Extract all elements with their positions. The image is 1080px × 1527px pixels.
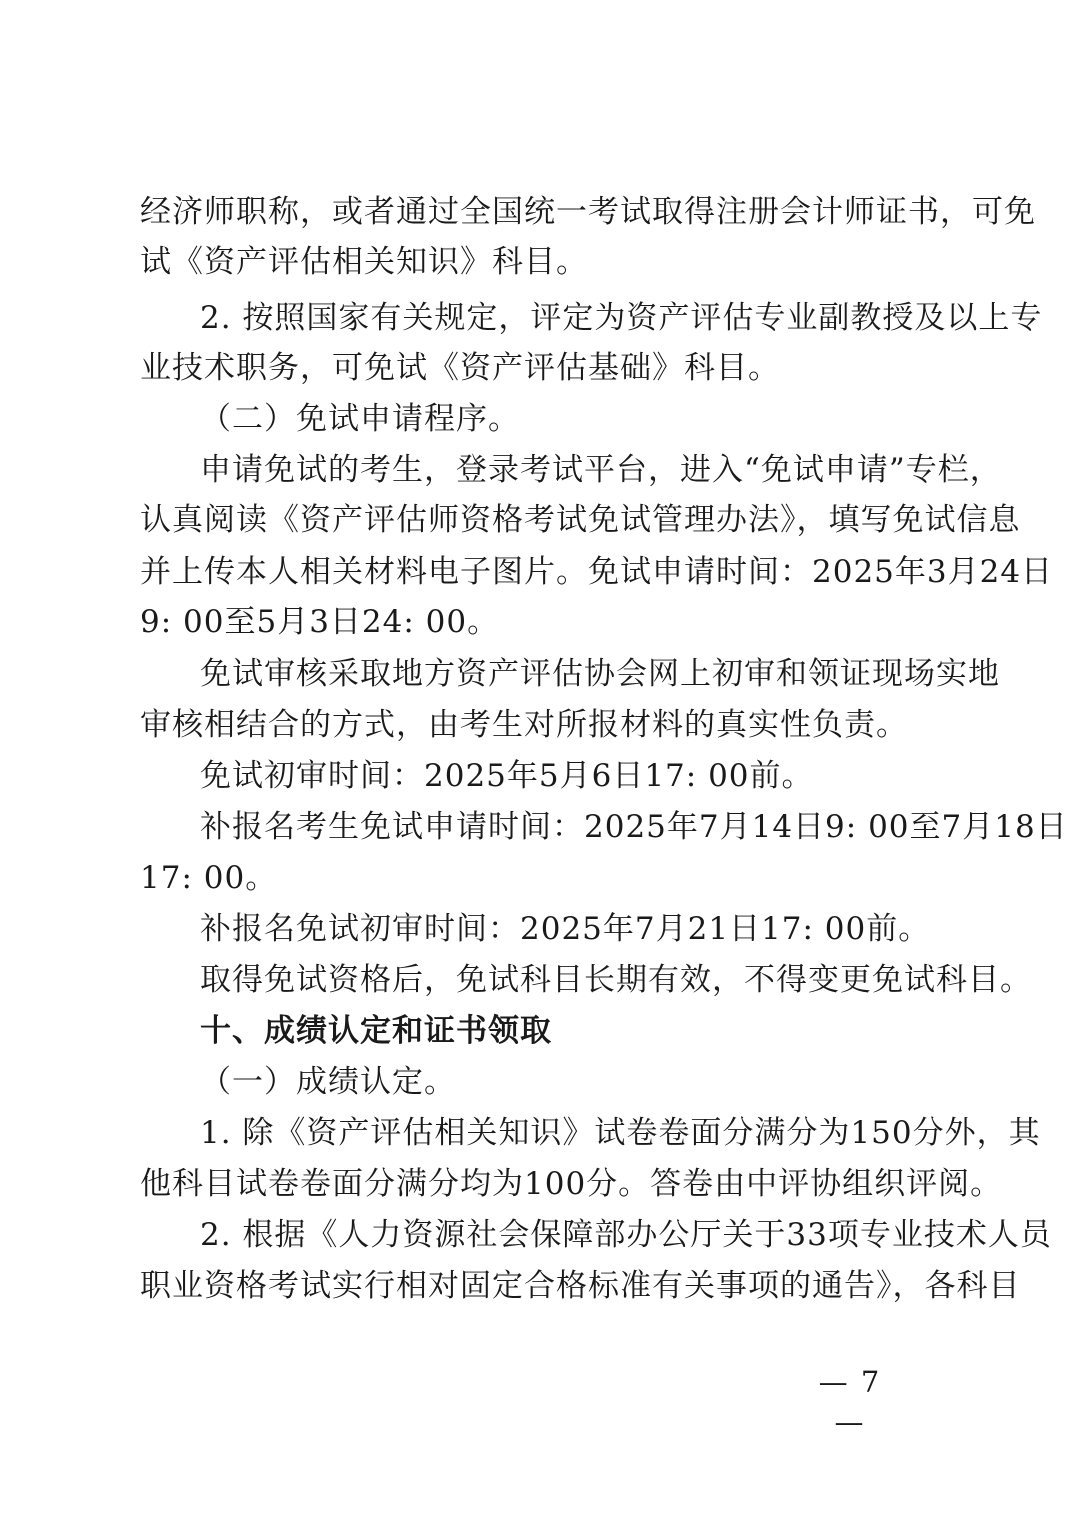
paragraph-line: 试《资产评估相关知识》科目。 (140, 244, 588, 280)
section-heading: 十、成绩认定和证书领取 (200, 1013, 552, 1049)
paragraph-line: 2. 按照国家有关规定，评定为资产评估专业副教授及以上专 (200, 300, 1043, 336)
page-number: — 7 — (818, 1365, 882, 1439)
paragraph-line: 17: 00。 (140, 860, 278, 896)
paragraph-line: 免试初审时间：2025年5月6日17: 00前。 (200, 758, 814, 794)
paragraph-line: 并上传本人相关材料电子图片。免试申请时间：2025年3月24日 (140, 554, 1054, 590)
section-subheading: （二）免试申请程序。 (200, 401, 520, 437)
paragraph-line: 经济师职称，或者通过全国统一考试取得注册会计师证书，可免 (140, 194, 1036, 230)
paragraph-line: 认真阅读《资产评估师资格考试免试管理办法》，填写免试信息 (140, 502, 1021, 538)
paragraph-line: 业技术职务，可免试《资产评估基础》科目。 (140, 350, 780, 386)
paragraph-line: 他科目试卷卷面分满分均为100分。答卷由中评协组织评阅。 (140, 1166, 1003, 1202)
paragraph-line: 补报名免试初审时间：2025年7月21日17: 00前。 (200, 911, 931, 947)
paragraph-line: 取得免试资格后，免试科目长期有效，不得变更免试科目。 (200, 962, 1032, 998)
section-subheading: （一）成绩认定。 (200, 1064, 456, 1100)
paragraph-line: 2. 根据《人力资源社会保障部办公厅关于33项专业技术人员 (200, 1217, 1052, 1253)
paragraph-line: 申请免试的考生，登录考试平台，进入“免试申请”专栏， (200, 452, 1002, 488)
paragraph-line: 1. 除《资产评估相关知识》试卷卷面分满分为150分外，其 (200, 1115, 1041, 1151)
paragraph-line: 9: 00至5月3日24: 00。 (140, 604, 500, 640)
paragraph-line: 免试审核采取地方资产评估协会网上初审和领证现场实地 (200, 656, 1000, 692)
paragraph-line: 审核相结合的方式，由考生对所报材料的真实性负责。 (140, 707, 908, 743)
paragraph-line: 职业资格考试实行相对固定合格标准有关事项的通告》，各科目 (140, 1268, 1021, 1304)
paragraph-line: 补报名考生免试申请时间：2025年7月14日9: 00至7月18日 (200, 809, 1068, 845)
